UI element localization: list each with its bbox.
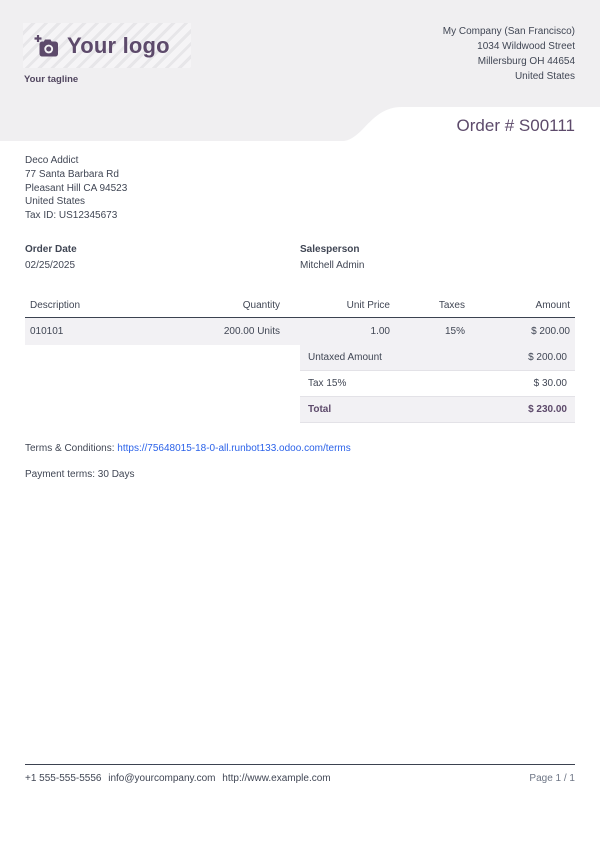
terms-label: Terms & Conditions: xyxy=(25,442,118,454)
cell-taxes: 15% xyxy=(395,317,470,345)
page-number: Page 1 / 1 xyxy=(529,773,575,784)
order-date-label: Order Date xyxy=(25,243,77,255)
total-row xyxy=(300,397,575,423)
tax-label: Tax 15% xyxy=(308,377,347,389)
customer-city: Pleasant Hill CA 94523 xyxy=(25,182,128,194)
company-country: United States xyxy=(514,71,575,82)
untaxed-amount-label: Untaxed Amount xyxy=(308,351,382,363)
footer-phone: +1 555-555-5556 xyxy=(25,773,102,784)
customer-address-block xyxy=(25,154,575,223)
cell-description: 010101 xyxy=(25,317,175,345)
footer-website: http://www.example.com xyxy=(222,773,331,784)
col-header-quantity: Quantity xyxy=(175,294,285,318)
customer-street: 77 Santa Barbara Rd xyxy=(25,168,119,180)
footer-email: info@yourcompany.com xyxy=(108,773,216,784)
untaxed-amount-row xyxy=(300,345,575,371)
col-header-amount: Amount xyxy=(470,294,575,318)
table-header-row xyxy=(25,294,575,318)
salesperson-value: Mitchell Admin xyxy=(300,259,365,271)
company-address xyxy=(443,24,575,84)
table-row xyxy=(25,317,575,345)
terms-and-conditions xyxy=(25,443,575,454)
customer-tax-id: Tax ID: US12345673 xyxy=(25,210,118,222)
footer xyxy=(25,764,575,784)
main-content xyxy=(0,154,600,480)
cell-unit-price: 1.00 xyxy=(285,317,395,345)
footer-contact xyxy=(25,773,335,784)
totals-table xyxy=(300,345,575,423)
col-header-description: Description xyxy=(25,294,175,318)
tax-row xyxy=(300,371,575,397)
company-city: Millersburg OH 44654 xyxy=(477,56,575,67)
cell-amount: $ 200.00 xyxy=(470,317,575,345)
total-label: Total xyxy=(308,403,332,415)
customer-country: United States xyxy=(25,196,86,208)
customer-name: Deco Addict xyxy=(25,155,79,166)
logo-tagline: Your tagline xyxy=(24,74,79,85)
cell-quantity: 200.00 Units xyxy=(175,317,285,345)
order-date-value: 02/25/2025 xyxy=(25,259,76,271)
logo-placeholder xyxy=(23,23,191,68)
untaxed-amount-value: $ 200.00 xyxy=(528,351,567,363)
terms-link[interactable]: https://75648015-18-0-all.runbot133.odoo.com/terms xyxy=(117,442,351,454)
camera-plus-icon xyxy=(34,34,59,57)
col-header-taxes: Taxes xyxy=(395,294,470,318)
order-date-block xyxy=(25,244,300,271)
order-number-title: Order # S00111 xyxy=(456,116,575,135)
total-value: $ 230.00 xyxy=(528,403,567,415)
company-street: 1034 Wildwood Street xyxy=(477,41,575,52)
payment-terms: Payment terms: 30 Days xyxy=(25,468,135,480)
col-header-unit-price: Unit Price xyxy=(285,294,395,318)
order-lines-table xyxy=(25,294,575,345)
header xyxy=(0,0,600,141)
logo-text: Your logo xyxy=(67,32,170,58)
salesperson-label: Salesperson xyxy=(300,243,360,255)
order-title-tab xyxy=(344,107,600,141)
salesperson-block xyxy=(300,244,575,271)
order-info-row xyxy=(25,244,575,271)
tax-value: $ 30.00 xyxy=(533,377,567,389)
company-name: My Company (San Francisco) xyxy=(442,26,575,37)
